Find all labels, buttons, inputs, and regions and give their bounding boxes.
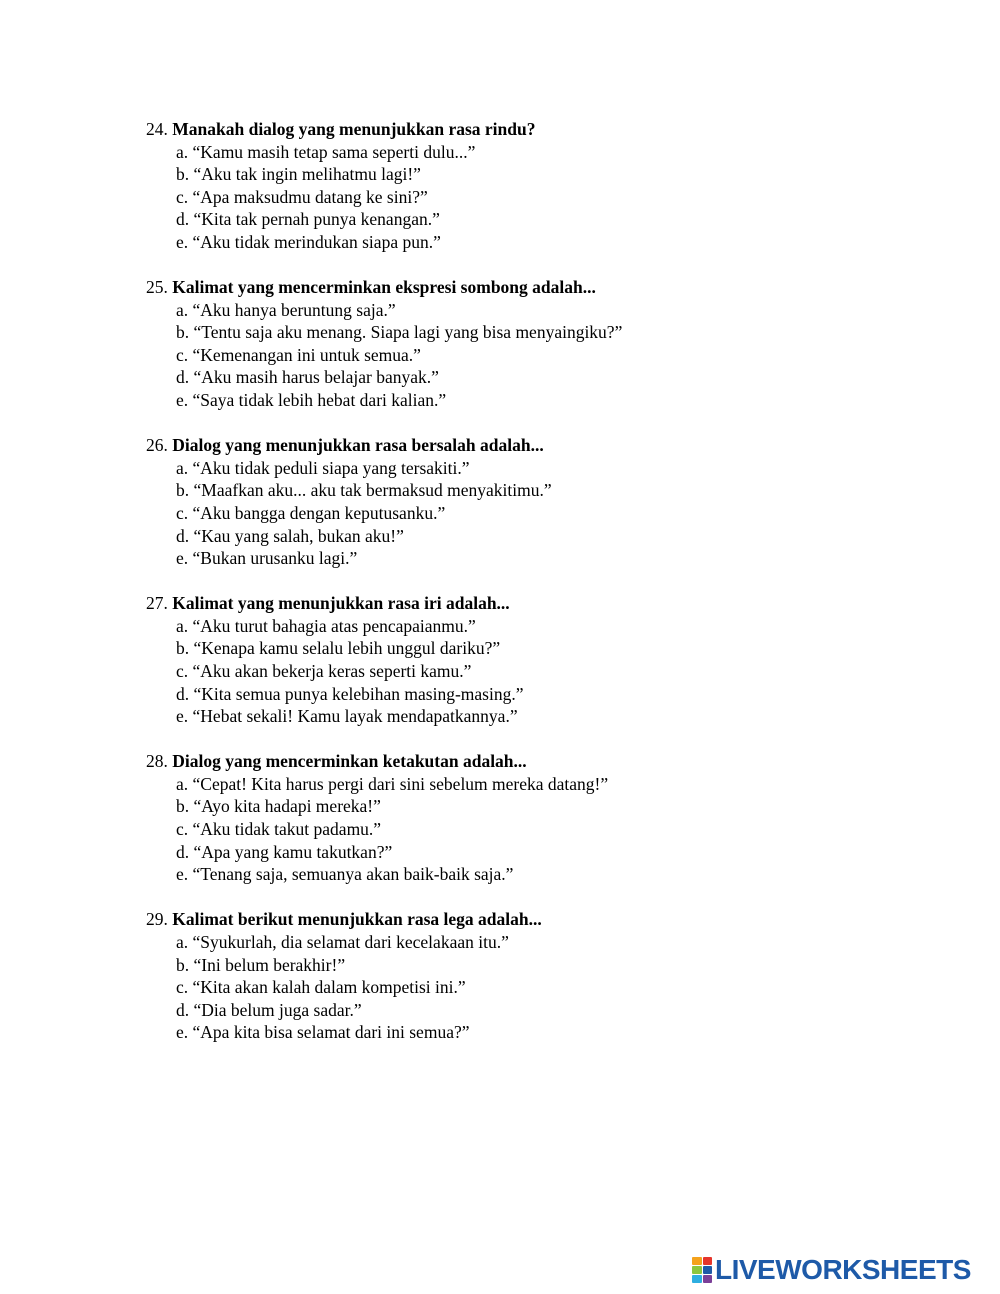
option-d: d. “Dia belum juga sadar.” <box>176 999 362 1020</box>
watermark-text: LIVEWORKSHEETS <box>715 1254 971 1285</box>
question-text: Dialog yang mencerminkan ketakutan adalah... <box>172 751 527 772</box>
question-text: Kalimat yang mencerminkan ekspresi sombong adalah... <box>172 277 596 298</box>
option-d: d. “Aku masih harus belajar banyak.” <box>176 367 439 388</box>
question-number: 24. <box>146 119 168 139</box>
option-d: d. “Apa yang kamu takutkan?” <box>176 841 393 862</box>
option-a: a. “Syukurlah, dia selamat dari kecelakaan itu.” <box>176 931 509 952</box>
option-e: e. “Saya tidak lebih hebat dari kalian.” <box>176 390 447 411</box>
question-number: 25. <box>146 277 168 298</box>
option-b: b. “Ayo kita hadapi mereka!” <box>176 796 381 817</box>
question-text: Dialog yang menunjukkan rasa bersalah adalah... <box>172 435 544 456</box>
question-29 <box>146 908 906 1044</box>
question-number: 29. <box>146 909 168 930</box>
option-b: b. “Aku tak ingin melihatmu lagi!” <box>176 164 421 185</box>
question-26 <box>146 434 906 570</box>
option-e: e. “Tenang saja, semuanya akan baik-baik saja.” <box>176 864 514 885</box>
option-c: c. “Aku bangga dengan keputusanku.” <box>176 502 446 523</box>
liveworksheets-watermark <box>692 1255 971 1285</box>
option-b: b. “Maafkan aku... aku tak bermaksud menyakitimu.” <box>176 480 552 501</box>
option-e: e. “Apa kita bisa selamat dari ini semua?” <box>176 1022 470 1043</box>
liveworksheets-logo-icon <box>692 1257 712 1283</box>
option-c: c. “Aku akan bekerja keras seperti kamu.” <box>176 660 472 681</box>
option-b: b. “Kenapa kamu selalu lebih unggul dariku?” <box>176 638 501 659</box>
option-c: c. “Apa maksudmu datang ke sini?” <box>176 186 428 207</box>
option-a: a. “Aku hanya beruntung saja.” <box>176 299 396 320</box>
option-a: a. “Aku tidak peduli siapa yang tersakiti.” <box>176 457 470 478</box>
option-d: d. “Kau yang salah, bukan aku!” <box>176 525 404 546</box>
option-b: b. “Tentu saja aku menang. Siapa lagi yang bisa menyaingiku?” <box>176 322 623 343</box>
option-c: c. “Aku tidak takut padamu.” <box>176 819 382 840</box>
option-e: e. “Hebat sekali! Kamu layak mendapatkannya.” <box>176 706 518 727</box>
question-number: 26. <box>146 435 168 456</box>
question-number: 27. <box>146 593 168 614</box>
option-a: a. “Cepat! Kita harus pergi dari sini sebelum mereka datang!” <box>176 773 609 794</box>
option-a: a. “Kamu masih tetap sama seperti dulu...” <box>176 141 476 162</box>
option-c: c. “Kemenangan ini untuk semua.” <box>176 344 421 365</box>
question-27 <box>146 592 906 728</box>
option-a: a. “Aku turut bahagia atas pencapaianmu.” <box>176 615 476 636</box>
option-b: b. “Ini belum berakhir!” <box>176 954 346 975</box>
question-text: Kalimat berikut menunjukkan rasa lega adalah... <box>172 909 542 930</box>
option-e: e. “Bukan urusanku lagi.” <box>176 548 358 569</box>
option-e: e. “Aku tidak merindukan siapa pun.” <box>176 231 441 252</box>
option-d: d. “Kita semua punya kelebihan masing-masing.” <box>176 683 524 704</box>
question-text: Manakah dialog yang menunjukkan rasa rindu? <box>172 119 536 139</box>
question-24 <box>146 118 906 254</box>
worksheet-content <box>146 118 906 1066</box>
question-number: 28. <box>146 751 168 772</box>
question-text: Kalimat yang menunjukkan rasa iri adalah... <box>172 593 510 614</box>
option-c: c. “Kita akan kalah dalam kompetisi ini.” <box>176 977 466 998</box>
question-28 <box>146 750 906 886</box>
option-d: d. “Kita tak pernah punya kenangan.” <box>176 209 440 230</box>
question-25 <box>146 276 906 412</box>
